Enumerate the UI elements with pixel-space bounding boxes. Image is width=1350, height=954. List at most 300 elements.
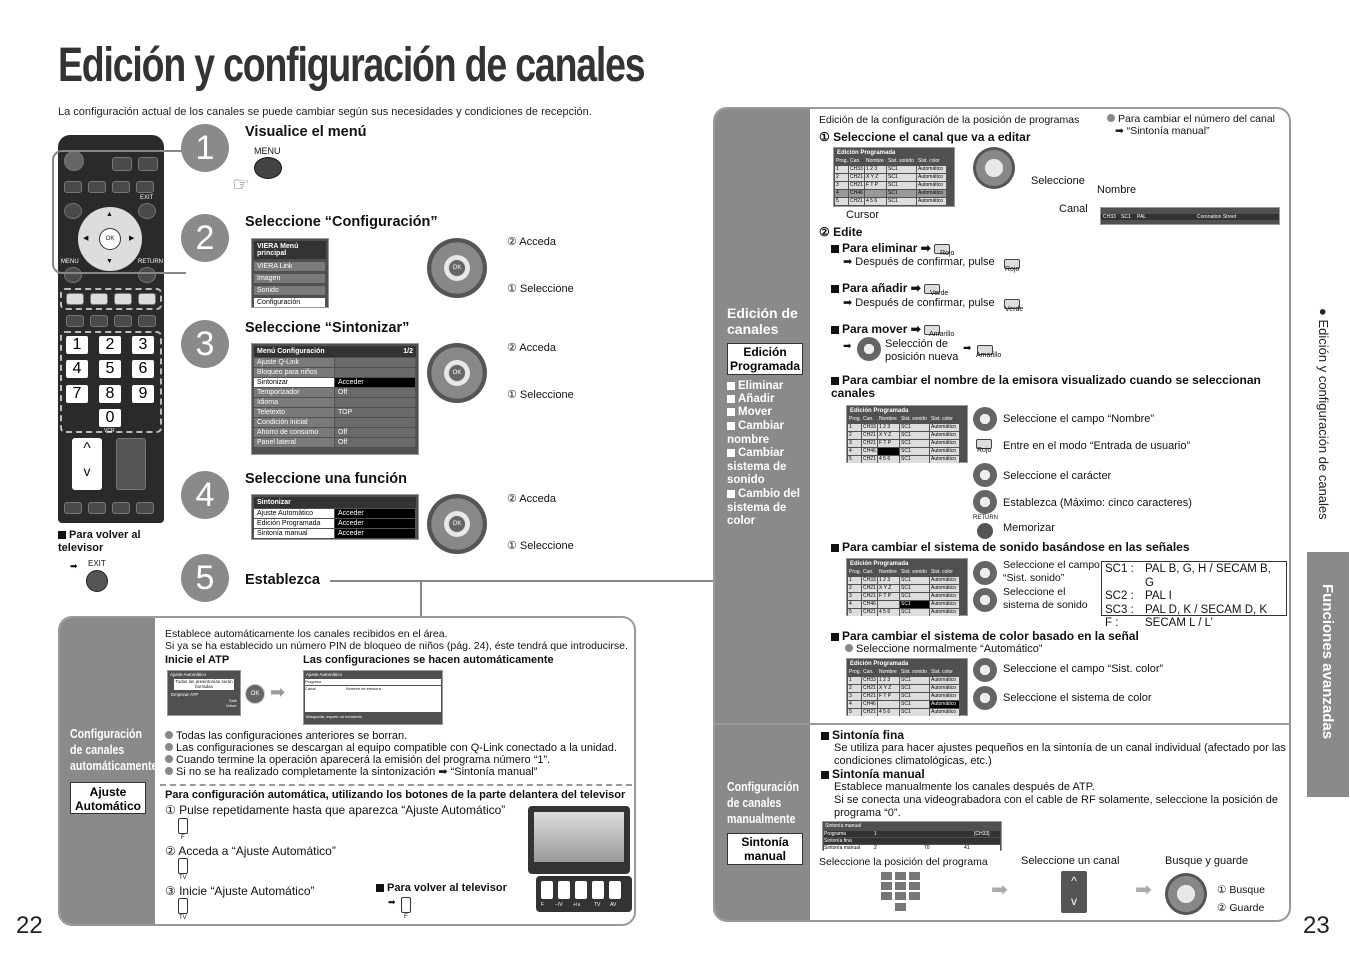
config-row-label[interactable]: Teletexto (254, 408, 335, 417)
table-cell: 5 (848, 609, 862, 616)
table-cell: 3 (848, 593, 862, 600)
col-header: Sist. sonido (887, 158, 917, 165)
table-cell: Automático (930, 593, 960, 600)
edit-note: Para cambiar el número del canal (1118, 113, 1275, 125)
table-cell: Automático (917, 182, 947, 189)
table-cell-selected[interactable]: Automático (930, 701, 960, 708)
fine-description: Se utiliza para hacer ajustes pequeños en la sintonía de un canal individual (afectado por las condiciones climatológicas, etc.) (834, 742, 1286, 767)
red-key[interactable] (66, 293, 84, 305)
arrow-icon: ➡ (843, 341, 852, 352)
tune-row-label[interactable]: Sintonía manual (254, 529, 335, 538)
key-2[interactable]: 2 (99, 336, 121, 354)
arrow-right-icon: ➡ (991, 879, 1008, 901)
table-cell: Automático (930, 609, 960, 616)
config-menu-header: Menú Configuración (257, 348, 325, 355)
col-header: Sist. color (930, 416, 960, 423)
ok-button[interactable]: OK (448, 259, 466, 277)
table-cell: SC1 (900, 448, 930, 455)
dpad-dial[interactable] (427, 238, 487, 298)
exit-label: EXIT (140, 195, 154, 201)
table-cell: Automático (930, 693, 960, 700)
table-cell: Automático (917, 166, 947, 173)
square-bullet-icon (727, 422, 735, 430)
name-label: Nombre (1097, 184, 1137, 196)
keypad-key[interactable] (881, 892, 892, 900)
table-cell: 1 2 3 (878, 677, 900, 684)
program-table-color (846, 658, 968, 716)
table-cell: SC1 (900, 609, 930, 616)
table-cell: Automático (930, 456, 960, 463)
step-4-badge: 4 (181, 471, 229, 519)
config-row-value (335, 358, 416, 367)
manual-side-label: Sintonía manual (727, 833, 803, 865)
config-row-label[interactable]: Temporizador (254, 388, 335, 397)
atp-mini-text: Todas las presintonías serán borradas (175, 679, 233, 689)
manual-mini-channel: [CH33] (974, 831, 990, 837)
side-item-label: Cambiar sistema de sonido (727, 447, 787, 486)
side-item (727, 420, 809, 447)
connector-line (330, 580, 713, 582)
table-cell: SC1 (900, 432, 930, 439)
arrow-right-icon: ➡ (270, 682, 286, 702)
tv-key[interactable] (178, 898, 188, 914)
cursor-label: Cursor (846, 209, 880, 221)
side-item-label: Cambiar nombre (727, 420, 785, 446)
rename-title: Para cambiar el nombre de la emisora visualizado cuando se seleccionan canales (831, 373, 1261, 400)
key-5[interactable]: 5 (99, 360, 121, 378)
f-key-label: F (181, 835, 185, 841)
side-item-label: Añadir (738, 393, 775, 405)
table-cell: SC1 (900, 456, 930, 463)
config-row-label[interactable]: Idioma (254, 398, 335, 407)
green-key[interactable] (90, 293, 108, 305)
intro-text: La configuración actual de los canales se puede cambiar según sus necesidades y condiciones de recepción. (58, 106, 592, 118)
tune-menu-panel (251, 494, 419, 540)
config-row-value: Acceder (335, 378, 416, 387)
col-header: Can. (849, 158, 865, 165)
red-key-label: Rojo (1005, 266, 1020, 273)
config-row-label[interactable]: Condición inicial (254, 418, 335, 427)
table-cell-selected[interactable]: CH46 (849, 190, 865, 197)
exit-key-label: EXIT (88, 559, 106, 568)
manual-desc-2: Si se conecta una videograbadora con el cable de RF solamente, seleccione la posición de programa “0”. (834, 794, 1278, 819)
front-step-1: ① Pulse repetidamente hasta que aparezca “Ajuste Automático” (165, 803, 506, 817)
ok-dial[interactable] (973, 490, 997, 514)
channel-label: Canal (1059, 203, 1088, 215)
table-cell: 4 (848, 601, 862, 608)
key-3[interactable]: 3 (132, 336, 154, 354)
side-item-label: Cambio del sistema de color (727, 488, 800, 527)
table-cell: 2 (848, 585, 862, 592)
step-4-title: Seleccione una función (245, 471, 407, 487)
key-1[interactable]: 1 (66, 336, 88, 354)
ok-button[interactable]: OK (448, 364, 466, 382)
table-cell: CH21 (862, 593, 878, 600)
updown-dial[interactable] (857, 337, 881, 361)
tune-row-label[interactable]: Edición Programada (254, 519, 335, 528)
square-bullet-icon (831, 326, 839, 334)
access-label: ② Acceda (507, 342, 557, 354)
leftright-dial[interactable] (973, 407, 997, 431)
dashed-divider (160, 784, 632, 786)
panel-key[interactable] (541, 881, 553, 899)
manual-title: Sintonía manual (832, 767, 925, 781)
table-cell: CH21 (862, 685, 878, 692)
table-cell: 3 (835, 182, 849, 189)
remote-button[interactable] (64, 502, 82, 514)
manual-step-1: Seleccione la posición del programa (819, 856, 988, 868)
move-select: Selección de posición nueva (885, 338, 959, 363)
table-cell: F T P (878, 693, 900, 700)
table-cell: SC1 (900, 585, 930, 592)
select-label: ① Seleccione (507, 389, 574, 401)
step-5-title: Establezca (245, 572, 320, 588)
manual-step-2: Seleccione un canal (1021, 855, 1120, 867)
page-number-right: 23 (1303, 912, 1330, 939)
side-item (727, 380, 809, 394)
sc-value: PAL B, G, H / SECAM B, G (1144, 563, 1271, 589)
step-3-title: Seleccione “Sintonizar” (245, 320, 410, 336)
ok-button[interactable]: OK (448, 515, 466, 533)
col-header: Can. (862, 669, 878, 676)
channel-down-icon[interactable]: v (83, 463, 91, 479)
tv-front-panel (536, 876, 632, 912)
progress-mini-ch: Canal (305, 686, 316, 691)
atp-mini-start: Empezar ATP (171, 692, 199, 697)
config-row-value (335, 368, 416, 377)
config-row-value: TOP (335, 408, 416, 417)
keypad-key[interactable] (909, 882, 920, 890)
table-cell: SC1 (900, 693, 930, 700)
table-cell: 1 2 3 (878, 577, 900, 584)
tv-screen (534, 812, 624, 862)
key-6[interactable]: 6 (132, 360, 154, 378)
f-key[interactable] (178, 818, 188, 834)
key-7[interactable]: 7 (66, 385, 88, 403)
table-cell: CH33 (862, 577, 878, 584)
config-row-label[interactable]: Ahorro de consumo (254, 428, 335, 437)
table-cell: 5 (848, 709, 862, 716)
remote-button[interactable] (112, 502, 130, 514)
right-arrow-icon: ▶ (129, 235, 135, 242)
table-cell: SC1 (900, 593, 930, 600)
key-0[interactable]: 0 (99, 409, 121, 427)
remote-button[interactable] (66, 315, 84, 327)
keypad-key[interactable] (881, 882, 892, 890)
table-cell: SC1 (887, 174, 917, 181)
menu-key-label: MENU (254, 146, 281, 156)
panel-key-label: F (541, 902, 545, 908)
strip-sound: SC1 (1121, 214, 1131, 220)
panel-key[interactable] (592, 881, 604, 899)
key-9[interactable]: 9 (132, 385, 154, 403)
square-bullet-icon (727, 395, 735, 403)
table-cell: Automático (917, 198, 947, 205)
col-header: Prog. (849, 669, 861, 675)
manual-mini-value: 2 (874, 845, 877, 851)
red-key-label: Rojo (977, 447, 992, 454)
table-cell: Automático (930, 677, 960, 684)
remote-button[interactable] (88, 502, 106, 514)
rename-step: Establezca (Máximo: cinco caracteres) (1003, 497, 1192, 509)
col-header: Prog. (849, 569, 861, 575)
remote-callout (52, 150, 186, 274)
remote-button[interactable] (136, 502, 154, 514)
leftright-dial[interactable] (973, 658, 997, 682)
table-cell: SC1 (900, 685, 930, 692)
table-header: Edición Programada (850, 661, 909, 667)
table-cell: Automático (930, 440, 960, 447)
sc-value: SECAM L / L’ (1145, 617, 1213, 629)
config-row-label-selected[interactable]: Sintonizar (254, 378, 335, 387)
table-header: Edición Programada (850, 408, 909, 414)
col-header: Nombre (878, 569, 900, 576)
square-bullet-icon (727, 382, 735, 390)
keypad-key[interactable] (909, 892, 920, 900)
table-cell: CH21 (862, 585, 878, 592)
manual-mini-value: 41 (964, 845, 970, 851)
program-table-sound (846, 558, 968, 616)
arrow-icon: ➡ (70, 561, 78, 571)
keypad-key[interactable] (881, 872, 892, 880)
square-bullet-icon (831, 285, 839, 293)
search-label: ① Busque (1217, 884, 1265, 896)
key-4[interactable]: 4 (66, 360, 88, 378)
table-cell-selected[interactable]: SC1 (887, 190, 917, 197)
table-cell (878, 701, 900, 708)
side-item-label: Eliminar (738, 380, 784, 392)
back-to-tv-label: Para volver al televisor (58, 529, 141, 554)
table-header: Edición Programada (837, 150, 896, 156)
keypad-key[interactable] (895, 892, 906, 900)
table-cell-selected[interactable]: SC1 (900, 601, 930, 608)
table-cell: CH46 (862, 448, 878, 455)
table-cell: X Y Z (865, 174, 887, 181)
manual-desc-1: Establece manualmente los canales después de ATP. (834, 781, 1095, 793)
side-item (727, 447, 809, 488)
atp-mini-header: Ajuste Automático (170, 672, 207, 677)
f-key-label: F (404, 914, 408, 920)
keypad-key[interactable] (895, 872, 906, 880)
table-cell: SC1 (887, 166, 917, 173)
col-header: Sist. color (930, 569, 960, 576)
updown-dial[interactable] (973, 588, 997, 612)
yellow-key-label: Amarillo (976, 352, 1002, 359)
sound-step: Seleccione el sistema de sonido (1003, 586, 1088, 611)
move-title: Para mover (842, 322, 908, 336)
menu-button[interactable] (254, 157, 282, 179)
channel-up-icon[interactable]: ^ (83, 440, 91, 457)
bullet-icon (845, 644, 853, 652)
table-cell: Automático (930, 709, 960, 716)
exit-button[interactable] (86, 570, 108, 592)
table-cell-selected[interactable]: 4 (835, 190, 849, 197)
table-cell: CH33 (849, 166, 865, 173)
remote-button[interactable] (114, 315, 132, 327)
atp-mini-exit: Salir (228, 698, 237, 703)
auto-progress-screen (303, 670, 443, 725)
key-8[interactable]: 8 (99, 385, 121, 403)
dpad-dial[interactable] (427, 343, 487, 403)
main-menu-item[interactable]: Imagen (254, 274, 326, 283)
updown-dial[interactable] (973, 147, 1015, 189)
keypad-key[interactable] (909, 872, 920, 880)
panel-key-label: AV (610, 902, 617, 908)
table-cell: SC1 (900, 424, 930, 431)
col-header: Sist. color (917, 158, 947, 165)
delete-after: ➡ Después de confirmar, pulse (843, 256, 995, 268)
remote-button[interactable] (90, 315, 108, 327)
col-header: Sist. sonido (900, 569, 930, 576)
table-cell: Automático (930, 601, 960, 608)
table-cell-selected[interactable] (878, 448, 900, 455)
table-cell-selected[interactable] (865, 190, 887, 197)
arrow-icon: ➡ (388, 897, 396, 907)
table-cell: 5 (848, 456, 862, 463)
bullet-icon (165, 755, 173, 763)
delete-title: Para eliminar (842, 241, 918, 255)
connector-line (420, 580, 422, 616)
down-arrow-icon: ▼ (106, 258, 113, 265)
table-cell: SC1 (900, 577, 930, 584)
table-cell: 4 (848, 448, 862, 455)
manual-mini-value: 70 (924, 845, 930, 851)
table-cell: Automático (930, 685, 960, 692)
page-title: Edición y configuración de canales (58, 39, 645, 92)
section-divider (715, 723, 1291, 725)
step-3-badge: 3 (181, 320, 229, 368)
ok-button[interactable]: OK (245, 684, 265, 704)
manual-step-3: Busque y guarde (1165, 855, 1249, 867)
square-bullet-icon (376, 884, 384, 892)
main-menu-item[interactable]: Sonido (254, 286, 326, 295)
search-dial[interactable] (1165, 873, 1207, 915)
red-key-label: Rojo (940, 250, 955, 257)
table-cell: CH21 (862, 693, 878, 700)
return-button[interactable] (977, 523, 993, 539)
table-cell: F T P (878, 593, 900, 600)
main-menu-item[interactable]: VIERA Link (254, 262, 326, 271)
panel-key[interactable] (558, 881, 570, 899)
table-cell: CH33 (862, 424, 878, 431)
tune-row-label[interactable]: Ajuste Automático (254, 509, 335, 518)
table-cell: CH21 (862, 440, 878, 447)
edit-top-text: Edición de la configuración de la posición de programas (819, 114, 1080, 126)
col-header: Prog. (849, 416, 861, 422)
front-back-label: Para volver al televisor (387, 882, 507, 894)
table-cell: CH33 (862, 677, 878, 684)
keypad-key[interactable] (895, 903, 906, 911)
edit-side-title: Edición de canales (727, 305, 798, 337)
col-header: Prog. (836, 158, 848, 164)
updown-dial[interactable] (973, 686, 997, 710)
green-key-label: Verde (930, 290, 949, 297)
channel-rocker[interactable] (72, 438, 102, 490)
yellow-key[interactable] (114, 293, 132, 305)
progress-mini-bar: Progreso (305, 679, 441, 685)
tv-key[interactable] (178, 858, 188, 874)
volume-rocker[interactable] (116, 438, 146, 490)
table-cell: 3 (848, 693, 862, 700)
col-header: Nombre (878, 416, 900, 423)
step-5-badge: 5 (181, 554, 229, 602)
channel-info-strip (1100, 207, 1280, 225)
channel-rocker[interactable] (1061, 871, 1087, 913)
atp-mini-screen (167, 670, 241, 716)
dpad-dial[interactable] (427, 494, 487, 554)
sound-system-table (1101, 561, 1287, 629)
start-atp-title: Inicie el ATP (165, 654, 230, 666)
side-item-label: Mover (738, 406, 772, 418)
table-cell: 1 (848, 424, 862, 431)
manual-mini-value: 1 (874, 831, 877, 837)
bullet-icon (165, 767, 173, 775)
arrow-icon: ➡ (963, 343, 972, 354)
col-header: Sist. color (930, 669, 960, 676)
strip-name: Coronation Street (1197, 214, 1237, 220)
side-tab-lower: Funciones avanzadas (1319, 584, 1336, 740)
panel-key-label: −/V (555, 902, 563, 908)
panel-key-label: TV (594, 902, 601, 908)
leftright-dial[interactable] (973, 561, 997, 585)
rename-step: Seleccione el campo “Nombre” (1003, 413, 1155, 425)
panel-key[interactable] (609, 881, 621, 899)
cross-dial[interactable] (973, 463, 997, 487)
keypad-key[interactable] (895, 882, 906, 890)
f-key[interactable] (401, 897, 411, 913)
remote-button[interactable] (138, 315, 156, 327)
up-arrow-icon: ▲ (106, 211, 113, 218)
ok-button[interactable]: OK (99, 228, 121, 250)
table-cell: 4 5 6 (878, 709, 900, 716)
table-cell: 4 5 6 (878, 609, 900, 616)
auto-config-title: Las configuraciones se hacen automáticamente (303, 654, 554, 666)
step-2-badge: 2 (181, 214, 229, 262)
square-bullet-icon (821, 732, 829, 740)
edit-step-2: ② Edite (819, 225, 863, 239)
config-row-label[interactable]: Panel lateral (254, 438, 335, 447)
auto-bullet: Cuando termine la operación aparecerá la emisión del programa número “1”. (176, 754, 551, 766)
side-tab-upper: ● Edición y configuración de canales (1316, 308, 1331, 520)
table-cell: CH46 (862, 701, 878, 708)
manual-side-title: Configuración de canales manualmente (727, 780, 800, 826)
table-cell-selected[interactable]: Automático (917, 190, 947, 197)
config-row-value: Off (335, 428, 416, 437)
bullet-icon (165, 743, 173, 751)
table-cell: SC1 (900, 677, 930, 684)
table-cell: Automático (930, 577, 960, 584)
front-step-3: ③ Inicie “Ajuste Automático” (165, 884, 315, 898)
number-keypad[interactable] (881, 872, 923, 914)
sound-step: Seleccione el campo “Sist. sonido” (1003, 559, 1100, 584)
arrow-right-icon: ➡ (1135, 879, 1152, 901)
main-menu-item-selected[interactable]: Configuración (254, 298, 326, 307)
blue-key[interactable] (138, 293, 156, 305)
square-bullet-icon (821, 771, 829, 779)
config-row-label[interactable]: Ajuste Q-Link (254, 358, 335, 367)
config-menu-page: 1/2 (403, 348, 413, 355)
table-cell: CH46 (862, 601, 878, 608)
col-header: Nombre (878, 669, 900, 676)
table-cell: CH21 (862, 456, 878, 463)
channel-down-icon[interactable]: v (1071, 894, 1077, 908)
select-label: ① Seleccione (507, 540, 574, 552)
bullet-icon (1107, 114, 1115, 122)
menu-label: MENU (61, 259, 79, 265)
channel-up-icon[interactable]: ^ (1071, 874, 1077, 888)
panel-key[interactable] (575, 881, 587, 899)
config-row-label[interactable]: Bloqueo para niños (254, 368, 335, 377)
